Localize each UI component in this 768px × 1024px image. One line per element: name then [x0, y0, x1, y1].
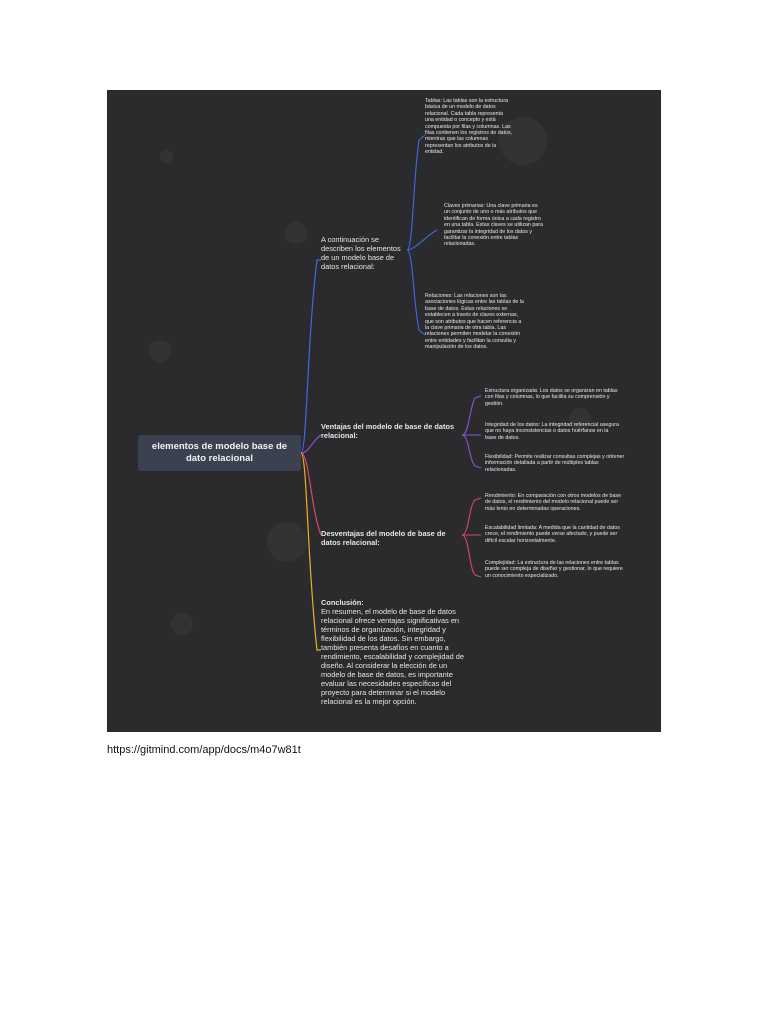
leaf-complejidad: Complejidad: La estructura de las relaciones entre tablas puede ser compleja de diseñar y gestionar, lo que requiere un conocimiento especializado. [485, 560, 623, 579]
root-node: elementos de modelo base de dato relacional [138, 435, 301, 471]
mindmap-image [107, 90, 661, 732]
connector-blue-sub [407, 135, 425, 250]
leaf-relaciones: Relaciones: Las relaciones son las asociaciones lógicas entre las tablas de la base de datos. Estas relaciones se establecen a través de claves externas, que son atributos que hacen referencia a la clave primaria de otra tabla. Las relaciones permiten modelar la conexión entre entidades y facilitan la consulta y manipulación de los datos. [425, 293, 524, 351]
branch-desventajas: Desventajas del modelo de base de datos relacional: [321, 529, 446, 547]
leaf-rendimiento: Rendimiento: En comparación con otros modelos de base de datos, el rendimiento del modelo relacional puede ser más lento en determinadas operaciones. [485, 493, 622, 512]
connector-purple-sub [462, 435, 481, 468]
leaf-tablas: Tablas: Las tablas son la estructura básica de un modelo de datos relacional. Cada tabla representa una entidad o concepto y está compuesta por filas y columnas. Las filas contienen los registros de datos, mientras que las columnas representan los atributos de la entidad. [425, 98, 513, 156]
conclusion-title: Conclusión: [321, 598, 364, 607]
connector-yellow [301, 453, 321, 650]
source-url[interactable]: https://gitmind.com/app/docs/m4o7w81t [107, 744, 301, 756]
branch-conclusion [321, 598, 471, 706]
leaf-integridad: Integridad de los datos: La integridad referencial asegura que no haya inconsistencias o datos huérfanos en la base de datos. [485, 422, 619, 441]
leaf-estructura-organizada: Estructura organizada: Los datos se organizan en tablas con filas y columnas, lo que facilita su comprensión y gestión. [485, 388, 618, 407]
conclusion-text: En resumen, el modelo de base de datos relacional ofrece ventajas significativas en términos de organización, integridad y flexibilidad de los datos. Sin embargo, también presenta desafíos en cuanto a rendimiento, escalabilidad y complejidad de diseño. Al considerar la elección de un modelo de base de datos, es importante evaluar las necesidades específicas del proyecto para determinar si el modelo relacional es la mejor opción. [321, 607, 464, 706]
leaf-flexibilidad: Flexibilidad: Permite realizar consultas complejas y obtener información detallada a partir de múltiples tablas relacionadas. [485, 454, 625, 473]
connector-blue-sub [407, 250, 425, 335]
branch-ventajas: Ventajas del modelo de base de datos relacional: [321, 422, 455, 440]
branch-componentes: A continuación se describen los elementos de un modelo base de datos relacional: [321, 235, 401, 271]
connector-purple-sub [462, 396, 481, 435]
leaf-claves-primarias: Claves primarias: Una clave primaria es un conjunto de uno o más atributos que identifican de forma única a cada registro en una tabla. Estas claves se utilizan para garantizar la integridad de los datos y facilitar la conexión entre tablas relacionadas. [444, 203, 543, 248]
connector-blue [301, 260, 321, 453]
leaf-escalabilidad: Escalabilidad limitada: A medida que la cantidad de datos crece, el rendimiento puede verse afectado, y puede ser difícil escalar horizontalmente. [485, 525, 620, 544]
